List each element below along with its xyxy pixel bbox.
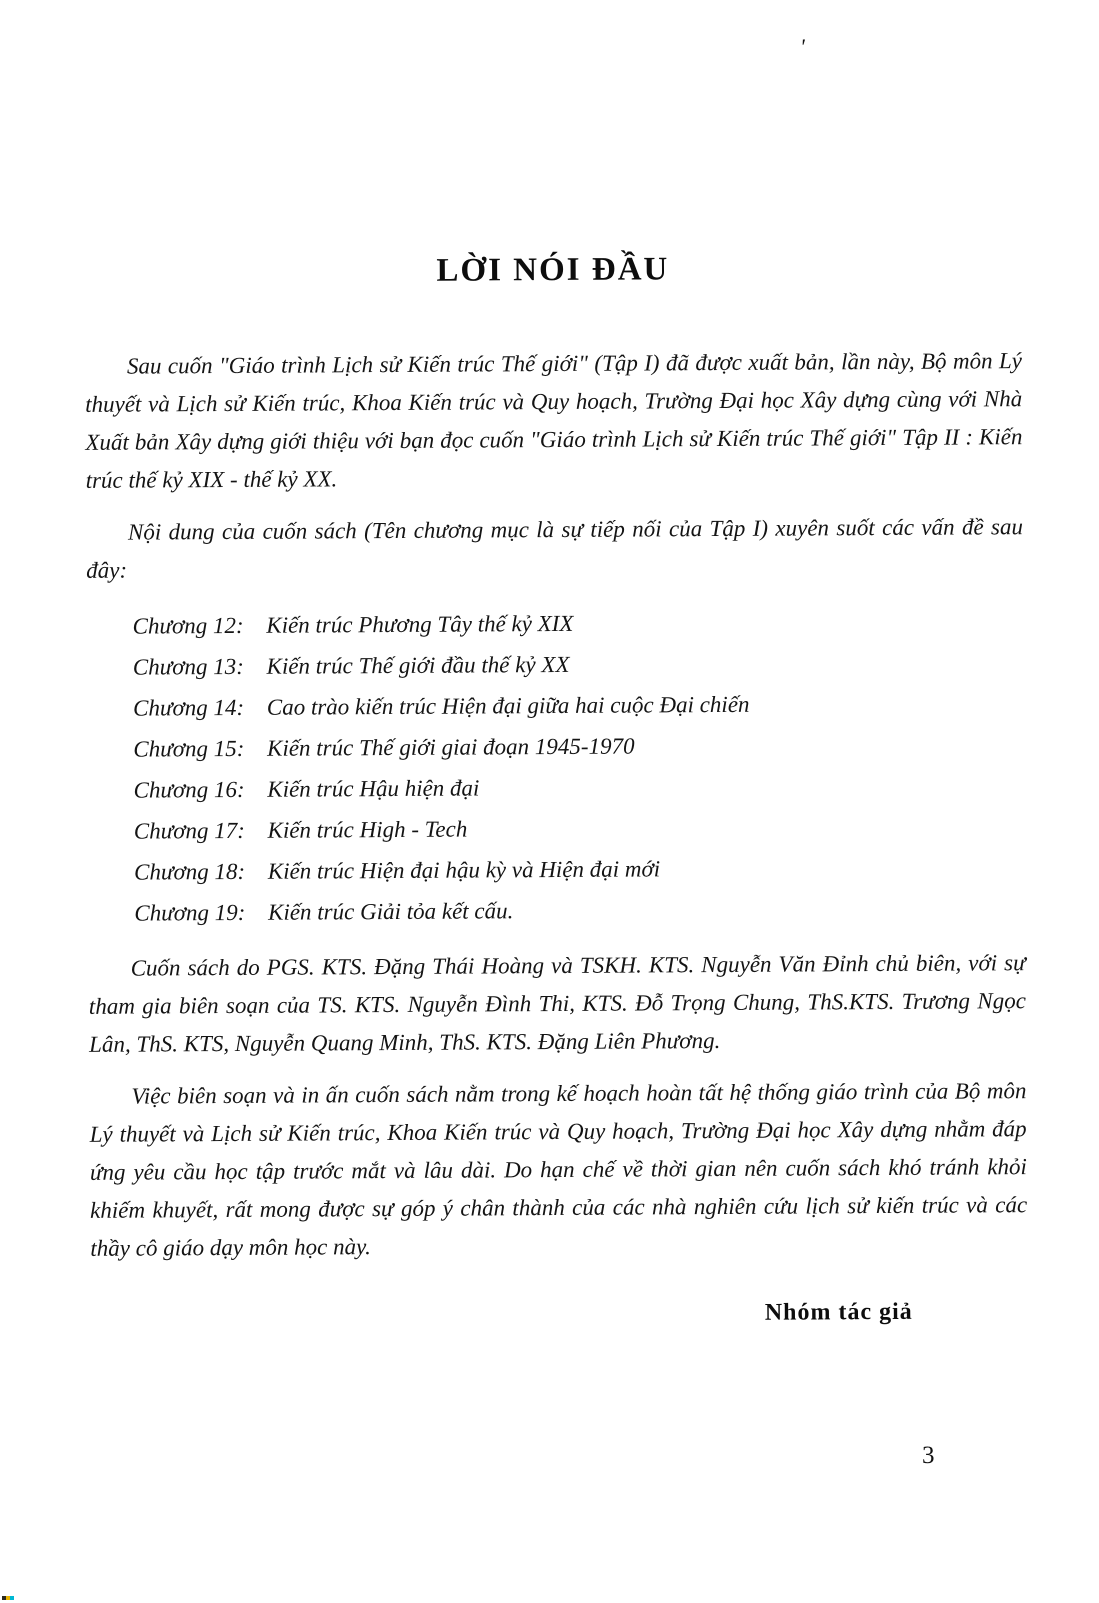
chapter-title: Kiến trúc Hiện đại hậu kỳ và Hiện đại mới bbox=[267, 856, 661, 884]
chapter-item bbox=[134, 846, 1025, 892]
chapter-item bbox=[134, 805, 1025, 851]
chapter-title: Kiến trúc High - Tech bbox=[267, 816, 468, 843]
signature: Nhóm tác giả bbox=[764, 1298, 913, 1326]
chapter-list bbox=[132, 600, 1025, 933]
chapter-label: Chương 16: bbox=[133, 776, 245, 803]
chapter-label: Chương 15: bbox=[133, 735, 245, 762]
paragraph-authors: Cuốn sách do PGS. KTS. Đặng Thái Hoàng và TSKH. KTS. Nguyễn Văn Đỉnh chủ biên, với sự tham gia biên soạn của TS. KTS. Nguyễn Đình Thi, KTS. Đỗ Trọng Chung, ThS.KTS. Trương Ngọc Lân, ThS. KTS, Nguyễn Quang Minh, ThS. KTS. Đặng Liên Phương. bbox=[88, 950, 1026, 1057]
chapter-label: Chương 14: bbox=[132, 694, 245, 721]
chapter-title: Kiến trúc Thế giới giai đoạn 1945-1970 bbox=[266, 733, 635, 761]
chapter-label: Chương 17: bbox=[133, 817, 245, 844]
stray-ink-mark: ' bbox=[800, 34, 805, 59]
page-title: LỜI NÓI ĐẦU bbox=[436, 251, 670, 289]
chapter-title: Kiến trúc Giải tỏa kết cấu. bbox=[267, 898, 514, 925]
chapter-item bbox=[134, 887, 1025, 933]
scan-registration-mark bbox=[2, 1596, 14, 1600]
chapter-label: Chương 12: bbox=[132, 612, 244, 639]
chapter-label: Chương 19: bbox=[134, 899, 246, 926]
chapter-label: Chương 13: bbox=[132, 653, 244, 680]
chapter-item bbox=[133, 723, 1024, 769]
chapter-label: Chương 18: bbox=[133, 858, 246, 885]
chapter-item bbox=[132, 600, 1023, 646]
paragraph-closing: Việc biên soạn và in ấn cuốn sách nằm trong kế hoạch hoàn tất hệ thống giáo trình của Bộ môn Lý thuyết và Lịch sử Kiến trúc, Khoa Kiến trúc và Quy hoạch, Trường Đại học Xây dựng nhằm đáp ứng yêu cầu học tập trước mắt và lâu dài. Do hạn chế về thời gian nên cuốn sách khó tránh khỏi khiếm khuyết, rất mong được sự góp ý chân thành của các nhà nghiên cứu lịch sử kiến trúc và các thầy cô giáo dạy môn học này. bbox=[89, 1078, 1028, 1261]
chapter-title: Cao trào kiến trúc Hiện đại giữa hai cuộc Đại chiến bbox=[266, 691, 750, 720]
page-number: 3 bbox=[922, 1442, 935, 1469]
page-content bbox=[83, 0, 1028, 1336]
scan-mark-segment-cyan bbox=[10, 1596, 14, 1600]
chapter-item bbox=[133, 682, 1024, 728]
chapter-title: Kiến trúc Hậu hiện đại bbox=[267, 775, 480, 802]
paragraph-intro: Sau cuốn "Giáo trình Lịch sử Kiến trúc Thế giới" (Tập I) đã được xuất bản, lần này, Bộ môn Lý thuyết và Lịch sử Kiến trúc, Khoa Kiến trúc và Quy hoạch, Trường Đại học Xây dựng cùng với Nhà Xuất bản Xây dựng giới thiệu với bạn đọc cuốn "Giáo trình Lịch sử Kiến trúc Thế giới" Tập II : Kiến trúc thế kỷ XIX - thế kỷ XX. bbox=[85, 348, 1023, 493]
chapter-item bbox=[133, 641, 1024, 687]
chapter-title: Kiến trúc Thế giới đầu thế kỷ XX bbox=[266, 651, 570, 679]
chapter-title: Kiến trúc Phương Tây thế kỷ XIX bbox=[266, 610, 574, 638]
preface-body bbox=[85, 342, 1028, 1336]
chapter-item bbox=[133, 764, 1024, 810]
paragraph-contents-lead: Nội dung của cuốn sách (Tên chương mục là sự tiếp nối của Tập I) xuyên suốt các vấn đề sau đây: bbox=[86, 514, 1024, 583]
